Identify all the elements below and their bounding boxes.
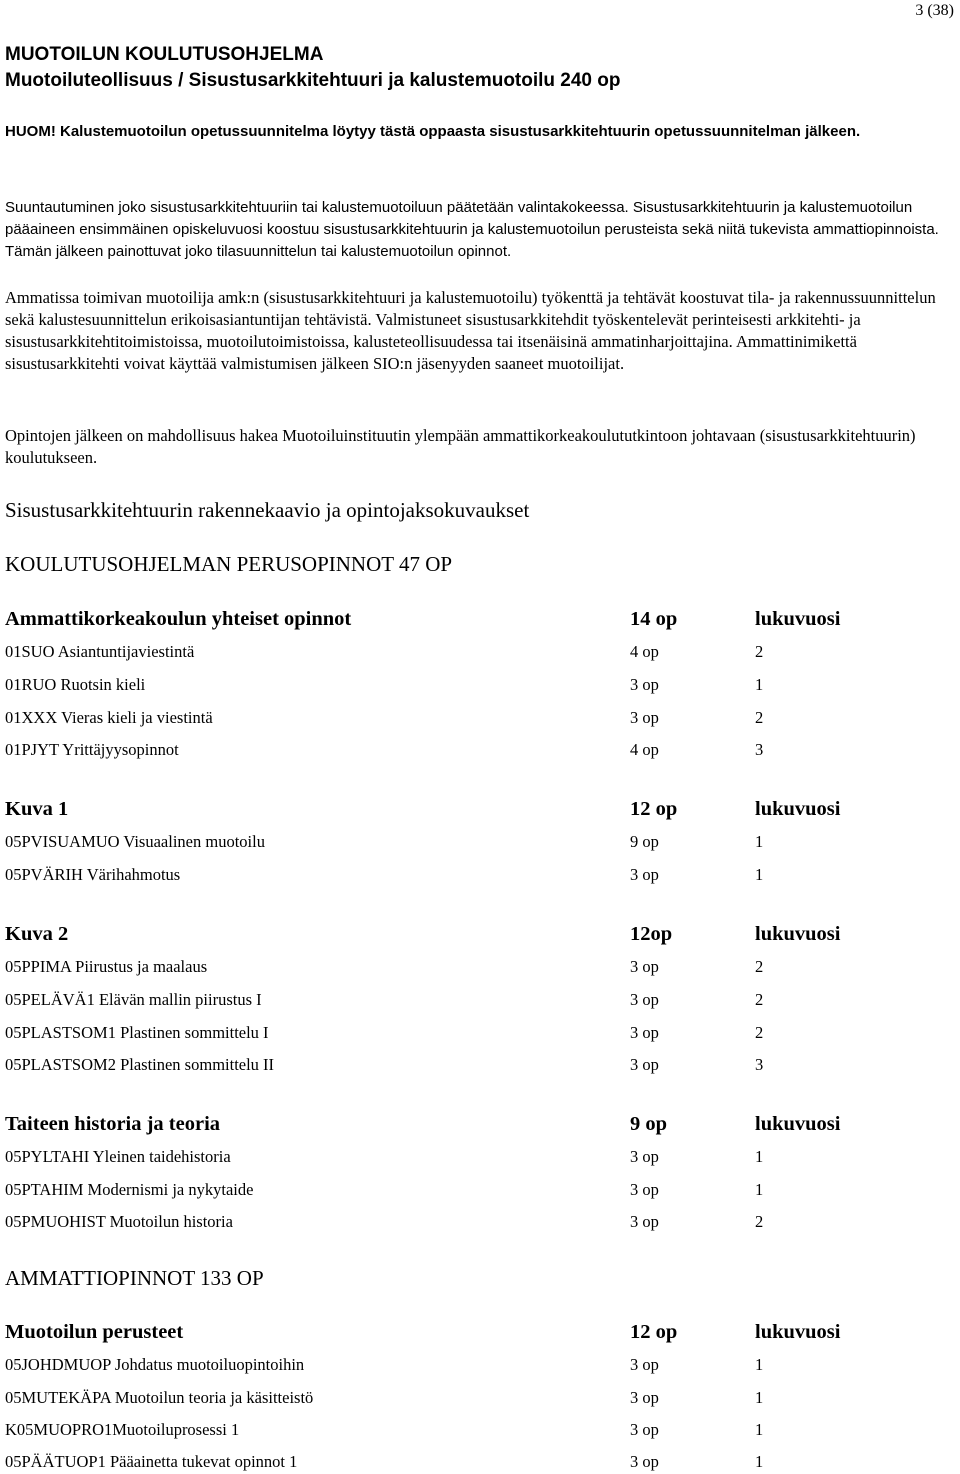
group-name: Muotoilun perusteet xyxy=(5,1321,184,1343)
course-year: 1 xyxy=(755,1388,764,1407)
course-credits: 3 op xyxy=(630,865,659,884)
course-row xyxy=(5,1147,955,1177)
group-name: Taiteen historia ja teoria xyxy=(5,1113,221,1135)
group-year-label: lukuvuosi xyxy=(755,798,841,820)
course-row xyxy=(5,1180,955,1210)
group-header xyxy=(5,1113,955,1143)
course-name: 01XXX Vieras kieli ja viestintä xyxy=(5,708,213,727)
course-credits: 3 op xyxy=(630,1420,659,1439)
course-year: 1 xyxy=(755,1420,764,1439)
structure-heading: Sisustusarkkitehtuurin rakennekaavio ja opintojaksokuvaukset xyxy=(5,498,530,522)
course-name: K05MUOPRO1Muotoiluprosessi 1 xyxy=(5,1420,240,1439)
course-row xyxy=(5,1452,955,1474)
course-year: 2 xyxy=(755,642,764,661)
course-name: 05PVISUAMUO Visuaalinen muotoilu xyxy=(5,832,265,851)
course-row xyxy=(5,990,955,1020)
course-name: 05PÄÄTUOP1 Pääainetta tukevat opinnot 1 xyxy=(5,1452,298,1471)
course-year: 2 xyxy=(755,957,764,976)
group-header xyxy=(5,798,955,828)
group-header xyxy=(5,923,955,953)
group-header xyxy=(5,608,955,638)
title-line-1: MUOTOILUN KOULUTUSOHJELMA xyxy=(5,44,324,65)
course-year: 3 xyxy=(755,740,764,759)
course-name: 01PJYT Yrittäjyysopinnot xyxy=(5,740,179,759)
group-name: Kuva 1 xyxy=(5,798,69,820)
course-credits: 4 op xyxy=(630,642,659,661)
course-name: 05MUTEKÄPA Muotoilun teoria ja käsitteistö xyxy=(5,1388,314,1407)
group-name: Ammattikorkeakoulun yhteiset opinnot xyxy=(5,608,352,630)
page-number: 3 (38) xyxy=(915,2,954,19)
group-year-label: lukuvuosi xyxy=(755,1113,841,1135)
course-row xyxy=(5,1023,955,1053)
course-credits: 3 op xyxy=(630,1023,659,1042)
course-credits: 3 op xyxy=(630,990,659,1009)
group-header xyxy=(5,1321,955,1351)
course-row xyxy=(5,1420,955,1450)
course-credits: 9 op xyxy=(630,832,659,851)
note-paragraph: HUOM! Kalustemuotoilun opetussuunnitelma löytyy tästä oppaasta sisustusarkkitehtuurin opetussuunnitelman jälkeen. xyxy=(5,123,861,140)
course-name: 05PTAHIM Modernismi ja nykytaide xyxy=(5,1180,254,1199)
course-credits: 3 op xyxy=(630,1452,659,1471)
group-year-label: lukuvuosi xyxy=(755,608,841,630)
course-credits: 3 op xyxy=(630,1180,659,1199)
course-credits: 3 op xyxy=(630,1355,659,1374)
further-studies-paragraph: Opintojen jälkeen on mahdollisuus hakea Muotoiluinstituutin ylempään ammattikorkeakoulututkintoon johtavaan (sisustusarkkitehtuurin) koulutukseen. xyxy=(5,426,916,467)
course-year: 1 xyxy=(755,1452,764,1471)
course-name: 05PVÄRIH Värihahmotus xyxy=(5,865,181,884)
course-name: 05PYLTAHI Yleinen taidehistoria xyxy=(5,1147,231,1166)
course-name: 05PMUOHIST Muotoilun historia xyxy=(5,1212,233,1231)
title-line-2: Muotoiluteollisuus / Sisustusarkkitehtuuri ja kalustemuotoilu 240 op xyxy=(5,70,621,91)
course-credits: 3 op xyxy=(630,1147,659,1166)
course-name: 05PLASTSOM2 Plastinen sommittelu II xyxy=(5,1055,275,1074)
course-credits: 4 op xyxy=(630,740,659,759)
course-row xyxy=(5,1212,955,1242)
document-title xyxy=(5,42,621,94)
group-year-label: lukuvuosi xyxy=(755,1321,841,1343)
course-year: 1 xyxy=(755,1180,764,1199)
course-name: 05PPIMA Piirustus ja maalaus xyxy=(5,957,208,976)
course-credits: 3 op xyxy=(630,1212,659,1231)
group-year-label: lukuvuosi xyxy=(755,923,841,945)
course-year: 2 xyxy=(755,1212,764,1231)
course-year: 1 xyxy=(755,832,764,851)
group-credits: 14 op xyxy=(630,608,678,630)
course-name: 05PLASTSOM1 Plastinen sommittelu I xyxy=(5,1023,269,1042)
course-row xyxy=(5,1355,955,1385)
course-name: 05PELÄVÄ1 Elävän mallin piirustus I xyxy=(5,990,262,1009)
course-name: 01SUO Asiantuntijaviestintä xyxy=(5,642,195,661)
course-year: 2 xyxy=(755,990,764,1009)
course-year: 3 xyxy=(755,1055,764,1074)
course-year: 1 xyxy=(755,675,764,694)
course-year: 2 xyxy=(755,1023,764,1042)
course-row xyxy=(5,865,955,895)
course-row xyxy=(5,1055,955,1085)
intro-paragraph: Suuntautuminen joko sisustusarkkitehtuuriin tai kalustemuotoiluun päätetään valintakokeessa. Sisustusarkkitehtuurin ja kalustemuotoilun pääaineen ensimmäinen opiskeluvuosi koostuu sisustusarkkitehtuurin ja kalustemuotoilun perusteista sekä niitä tukevista ammattiopinnoista. Tämän jälkeen painottuvat joko tilasuunnittelun tai kalustemuotoilun opinnot. xyxy=(5,199,939,260)
course-year: 1 xyxy=(755,1355,764,1374)
professional-studies-heading: AMMATTIOPINNOT 133 OP xyxy=(5,1266,264,1290)
course-name: 05JOHDMUOP Johdatus muotoiluopintoihin xyxy=(5,1355,305,1374)
group-credits: 9 op xyxy=(630,1113,668,1135)
course-row xyxy=(5,740,955,770)
basic-studies-heading: KOULUTUSOHJELMAN PERUSOPINNOT 47 OP xyxy=(5,552,453,576)
course-row xyxy=(5,642,955,672)
course-row xyxy=(5,1388,955,1418)
group-credits: 12 op xyxy=(630,798,678,820)
course-row xyxy=(5,708,955,738)
course-name: 01RUO Ruotsin kieli xyxy=(5,675,146,694)
group-name: Kuva 2 xyxy=(5,923,69,945)
course-year: 1 xyxy=(755,865,764,884)
course-credits: 3 op xyxy=(630,1388,659,1407)
group-credits: 12op xyxy=(630,923,673,945)
course-credits: 3 op xyxy=(630,1055,659,1074)
course-row xyxy=(5,675,955,705)
group-credits: 12 op xyxy=(630,1321,678,1343)
course-row xyxy=(5,832,955,862)
course-year: 1 xyxy=(755,1147,764,1166)
course-year: 2 xyxy=(755,708,764,727)
course-credits: 3 op xyxy=(630,957,659,976)
course-credits: 3 op xyxy=(630,708,659,727)
course-row xyxy=(5,957,955,987)
course-credits: 3 op xyxy=(630,675,659,694)
career-paragraph: Ammatissa toimivan muotoilija amk:n (sisustusarkkitehtuuri ja kalustemuotoilu) työkenttä ja tehtävät koostuvat tila- ja rakennussuunnittelun sekä kalustesuunnittelun erikoisasiantuntijan tehtävistä. Valmistuneet sisustusarkkitehdit työskentelevät perinteisesti arkkitehti- ja sisustusarkkitehtitoimistoissa, muotoilutoimistoissa, kalusteteollisuudessa tai itsenäisinä ammatinharjoittajina. Ammattinimikettä sisustusarkkitehti voivat käyttää valmistumisen jälkeen SIO:n jäsenyyden saaneet muotoilijat. xyxy=(5,288,936,373)
